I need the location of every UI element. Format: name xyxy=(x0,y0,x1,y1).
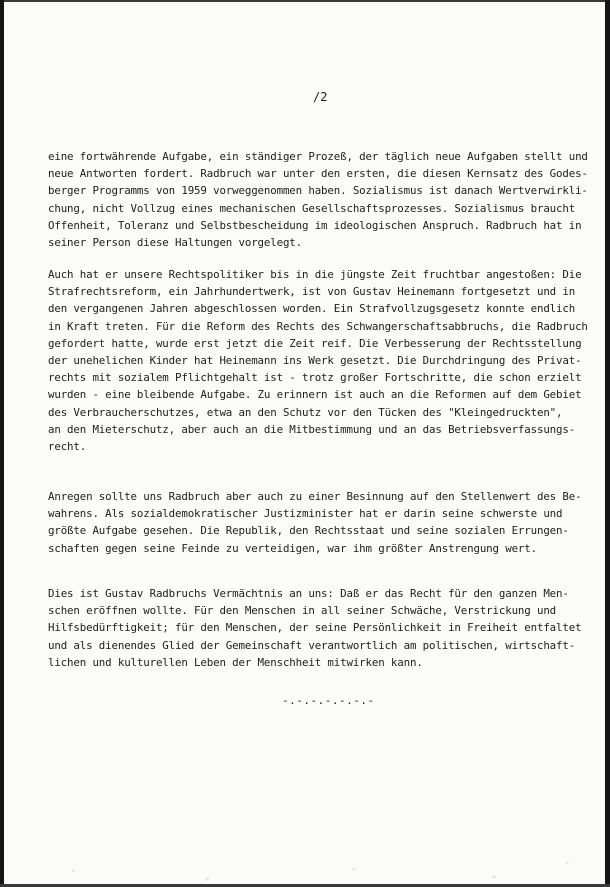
scan-border-right xyxy=(605,0,610,887)
text-line: schaften gegen seine Feinde zu verteidigen, war ihm größter Anstrengung wert. xyxy=(48,541,537,555)
text-line: an den Mieterschutz, aber auch an die Mitbestimmung und an das Betriebsverfassungs- xyxy=(48,422,576,436)
text-line: des Verbraucherschutzes, etwa an den Schutz vor den Tücken des "Kleingedruckten", xyxy=(48,405,563,419)
paragraph xyxy=(48,488,582,557)
text-line: wurden - eine bleibende Aufgabe. Zu erinnern ist auch an die Reformen auf dem Gebiet xyxy=(48,388,582,402)
scan-border-left xyxy=(0,0,4,887)
text-line: Hilfsbedürftigkeit; für den Menschen, der seine Persönlichkeit in Freiheit entfaltet xyxy=(48,621,582,635)
text-line: gefordert hatte, wurde erst jetzt die Zeit reif. Die Verbesserung der Rechtsstellung xyxy=(48,336,582,350)
text-line: Strafrechtsreform, ein Jahrhundertwerk, ist von Gustav Heinemann fortgesetzt und in xyxy=(48,285,576,299)
text-line: seiner Person diese Haltungen vorgelegt. xyxy=(48,235,303,249)
paragraph xyxy=(48,266,588,455)
text-line: wahrens. Als sozialdemokratischer Justizminister hat er darin seine schwerste und xyxy=(48,507,563,521)
text-line: in Kraft treten. Für die Reform des Rechts des Schwangerschaftsabbruchs, die Radbruch xyxy=(48,319,588,333)
text-line: Dies ist Gustav Radbruchs Vermächtnis an uns: Daß er das Recht für den ganzen Men- xyxy=(48,587,569,600)
scan-border-top xyxy=(0,0,610,2)
text-line: berger Programms von 1959 vorweggenommen haben. Sozialismus ist danach Wertverwirkli- xyxy=(48,184,588,198)
closing-separator: -.-.-.-.-.-.- xyxy=(282,694,375,707)
text-line: lichen und kulturellen Leben der Menschheit mitwirken kann. xyxy=(48,655,423,669)
text-line: rechts mit sozialem Pflichtgehalt ist - trotz großer Fortschritte, die schon erzielt xyxy=(48,371,582,385)
text-line: schen eröffnen wollte. Für den Menschen in all seiner Schwäche, Verstrickung und xyxy=(48,604,557,618)
text-line: Auch hat er unsere Rechtspolitiker bis in die jüngste Zeit fruchtbar angestoßen: Die xyxy=(48,268,582,281)
page-number: /2 xyxy=(313,90,328,104)
text-line: Anregen sollte uns Radbruch aber auch zu einer Besinnung auf den Stellenwert des Be- xyxy=(48,490,582,503)
text-line: und als dienendes Glied der Gemeinschaft verantwortlich am politischen, wirtschaft- xyxy=(48,638,576,652)
text-line: eine fortwährende Aufgabe, ein ständiger Prozeß, der täglich neue Aufgaben stellt und xyxy=(48,150,588,163)
text-line: recht. xyxy=(48,439,87,453)
text-line: Offenheit, Toleranz und Selbstbescheidung im ideologischen Anspruch. Radbruch hat in xyxy=(48,218,582,232)
text-line: chung, nicht Vollzug eines mechanischen Gesellschaftsprozesses. Sozialismus braucht xyxy=(48,201,576,215)
text-line: größte Aufgabe gesehen. Die Republik, den Rechtsstaat und seine sozialen Errungen- xyxy=(48,524,569,538)
scan-noise xyxy=(0,847,610,887)
text-line: der unehelichen Kinder hat Heinemann ins Werk gesetzt. Die Durchdringung des Privat- xyxy=(48,353,582,367)
text-line: den vergangenen Jahren abgeschlossen worden. Ein Strafvollzugsgesetz konnte endlich xyxy=(48,302,576,316)
paragraph xyxy=(48,585,582,671)
paragraph xyxy=(48,148,588,251)
text-line: neue Antworten fordert. Radbruch war unter den ersten, die diesen Kernsatz des Godes- xyxy=(48,167,588,181)
